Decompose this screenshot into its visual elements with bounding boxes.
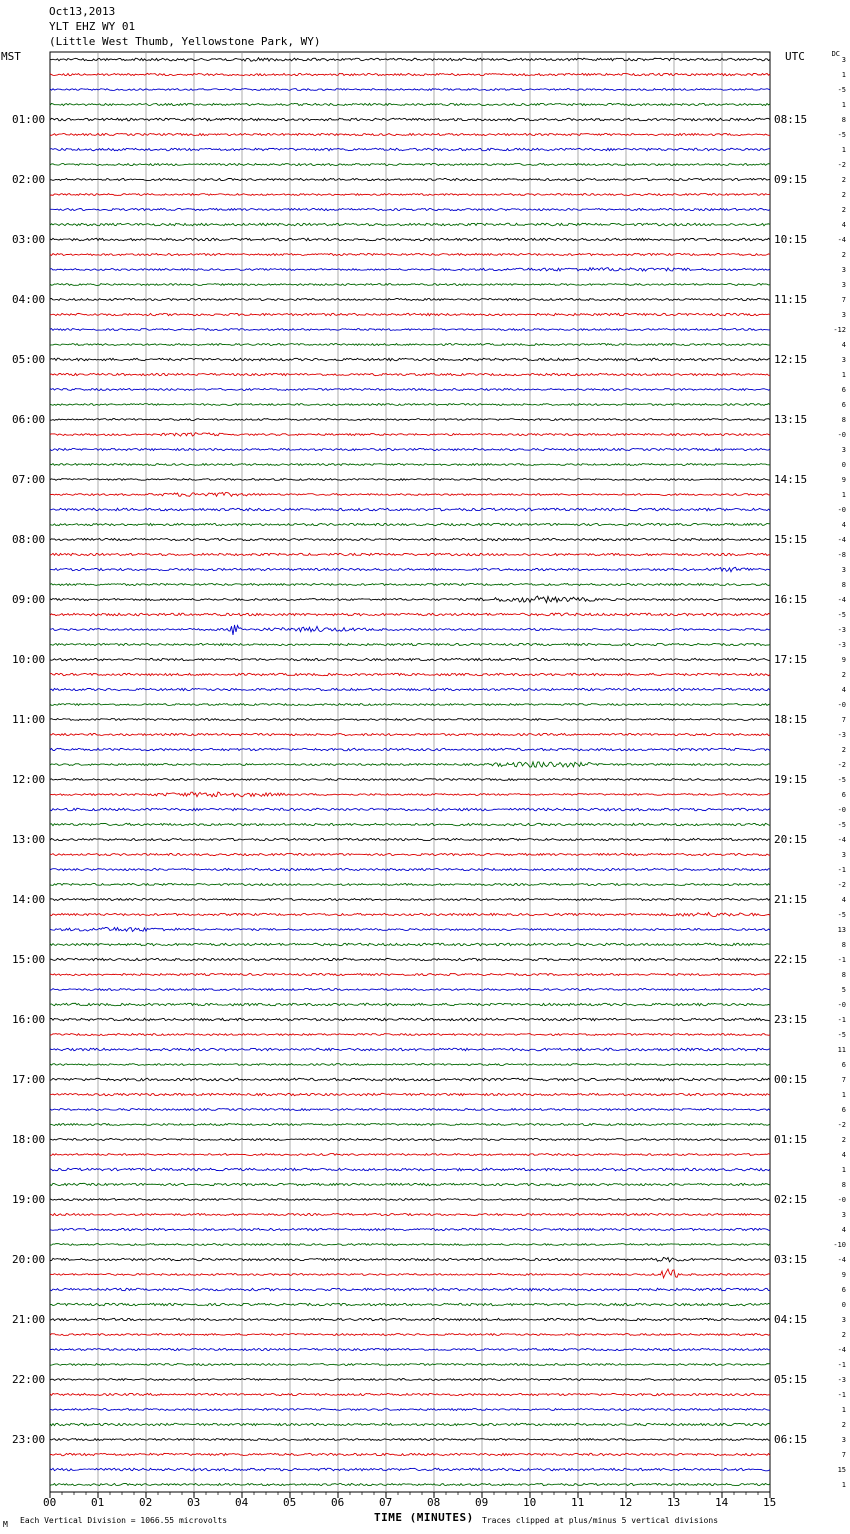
footer-logo-mark: M [3, 1520, 8, 1529]
left-hour-label: 03:00 [12, 232, 46, 246]
x-tick-label: 13 [667, 1496, 681, 1509]
right-hour-label: 20:15 [774, 832, 808, 846]
trace-line [50, 912, 770, 916]
left-hour-label: 11:00 [12, 712, 46, 726]
x-tick-label: 12 [619, 1496, 633, 1509]
footer-scale-note: Each Vertical Division = 1066.55 microvolts [20, 1516, 228, 1525]
trace-line [50, 927, 770, 931]
dc-offset-label: -1 [837, 1015, 846, 1024]
right-hour-label: 23:15 [774, 1012, 808, 1026]
trace-line [50, 1168, 770, 1170]
trace-line [50, 479, 770, 481]
dc-offset-label: 4 [841, 685, 846, 694]
trace-line [50, 313, 770, 315]
trace-line [50, 344, 770, 346]
trace-line [50, 673, 770, 675]
dc-offset-label: -5 [837, 820, 846, 829]
trace-line [50, 58, 770, 61]
trace-line [50, 373, 770, 375]
dc-offset-label: -3 [837, 730, 846, 739]
right-hour-label: 21:15 [774, 892, 808, 906]
trace-line [50, 358, 770, 360]
trace-line [50, 1483, 770, 1485]
x-tick-label: 08 [427, 1496, 441, 1509]
dc-offset-label: 8 [841, 115, 846, 124]
trace-line [50, 464, 770, 466]
x-tick-label: 05 [283, 1496, 297, 1509]
dc-offset-label: 7 [841, 715, 846, 724]
trace-line [50, 389, 770, 391]
left-axis-title: MST [1, 50, 21, 63]
dc-offset-label: 1 [841, 490, 846, 499]
trace-line [50, 567, 770, 571]
header-station: YLT EHZ WY 01 [49, 20, 136, 33]
header-location: (Little West Thumb, Yellowstone Park, WY) [49, 35, 321, 48]
dc-offset-label: 1 [841, 1480, 846, 1489]
dc-offset-label: -1 [837, 865, 846, 874]
left-hour-label: 16:00 [12, 1012, 46, 1026]
x-tick-label: 01 [91, 1496, 105, 1509]
trace-line [50, 448, 770, 450]
trace-line [50, 1334, 770, 1336]
trace-line [50, 643, 770, 645]
trace-line [50, 1257, 770, 1261]
dc-offset-label: 9 [841, 475, 846, 484]
trace-line [50, 1393, 770, 1395]
trace-line [50, 762, 770, 767]
right-hour-label: 02:15 [774, 1192, 808, 1206]
footer-clip-note: Traces clipped at plus/minus 5 vertical divisions [482, 1516, 719, 1525]
dc-offset-label: -0 [837, 700, 846, 709]
dc-offset-label: 8 [841, 415, 846, 424]
dc-offset-label: 3 [841, 310, 846, 319]
dc-offset-label: -3 [837, 1375, 846, 1384]
x-tick-label: 03 [187, 1496, 201, 1509]
trace-line [50, 1379, 770, 1381]
trace-line [50, 1093, 770, 1095]
dc-offset-label: 1 [841, 1090, 846, 1099]
left-hour-label: 21:00 [12, 1312, 46, 1326]
left-hour-label: 12:00 [12, 772, 46, 786]
x-tick-label: 02 [139, 1496, 153, 1509]
dc-offset-label: 3 [841, 280, 846, 289]
dc-offset-label: -3 [837, 625, 846, 634]
dc-offset-label: 4 [841, 895, 846, 904]
dc-offset-label: 9 [841, 1270, 846, 1279]
trace-line [50, 1003, 770, 1005]
dc-offset-label: 6 [841, 1105, 846, 1114]
trace-line [50, 733, 770, 735]
dc-offset-label: 3 [841, 850, 846, 859]
right-hour-label: 12:15 [774, 352, 808, 366]
trace-line [50, 792, 770, 797]
x-tick-label: 00 [43, 1496, 57, 1509]
trace-line [50, 1078, 770, 1081]
trace-line [50, 779, 770, 781]
trace-line [50, 1364, 770, 1366]
dc-offset-label: -2 [837, 760, 846, 769]
dc-offset-label: 4 [841, 340, 846, 349]
trace-line [50, 1318, 770, 1320]
dc-offset-label: -10 [833, 1240, 846, 1249]
left-hour-label: 07:00 [12, 472, 46, 486]
trace-line [50, 89, 770, 91]
trace-line [50, 613, 770, 616]
dc-offset-label: 3 [841, 265, 846, 274]
dc-offset-label: 7 [841, 1075, 846, 1084]
trace-line [50, 1453, 770, 1455]
right-hour-label: 16:15 [774, 592, 808, 606]
dc-offset-label: 1 [841, 145, 846, 154]
left-hour-label: 05:00 [12, 352, 46, 366]
left-hour-label: 14:00 [12, 892, 46, 906]
dc-offset-label: 3 [841, 1210, 846, 1219]
right-hour-label: 13:15 [774, 412, 808, 426]
trace-line [50, 103, 770, 105]
trace-line [50, 808, 770, 811]
dc-offset-label: 6 [841, 1060, 846, 1069]
trace-line [50, 508, 770, 511]
dc-offset-label: 15 [837, 1465, 846, 1474]
left-hour-label: 17:00 [12, 1072, 46, 1086]
dc-offset-label: 4 [841, 1150, 846, 1159]
trace-line [50, 419, 770, 421]
dc-offset-label: 4 [841, 220, 846, 229]
dc-offset-label: 6 [841, 790, 846, 799]
dc-offset-label: -5 [837, 130, 846, 139]
trace-line [50, 1139, 770, 1141]
left-hour-label: 01:00 [12, 112, 46, 126]
dc-offset-label: 3 [841, 55, 846, 64]
dc-offset-label: -2 [837, 1120, 846, 1129]
trace-line [50, 868, 770, 870]
dc-offset-label: 2 [841, 205, 846, 214]
trace-line [50, 719, 770, 721]
dc-offset-label: 4 [841, 1225, 846, 1234]
trace-line [50, 823, 770, 825]
dc-offset-label: 3 [841, 355, 846, 364]
right-hour-label: 14:15 [774, 472, 808, 486]
right-axis-title: UTC [785, 50, 805, 63]
trace-line [50, 1109, 770, 1111]
left-hour-label: 23:00 [12, 1432, 46, 1446]
dc-offset-label: -8 [837, 550, 846, 559]
trace-line [50, 1034, 770, 1036]
dc-offset-label: 8 [841, 1180, 846, 1189]
dc-offset-label: 7 [841, 295, 846, 304]
trace-line [50, 973, 770, 975]
dc-offset-label: 8 [841, 940, 846, 949]
dc-offset-label: 6 [841, 400, 846, 409]
trace-line [50, 133, 770, 135]
trace-line [50, 853, 770, 855]
trace-line [50, 898, 770, 900]
trace-line [50, 943, 770, 946]
trace-line [50, 223, 770, 226]
right-hour-label: 08:15 [774, 112, 808, 126]
trace-line [50, 284, 770, 286]
trace-line [50, 1468, 770, 1471]
trace-line [50, 596, 770, 603]
dc-offset-label: 1 [841, 1405, 846, 1414]
dc-offset-label: -12 [833, 325, 846, 334]
left-hour-label: 08:00 [12, 532, 46, 546]
trace-line [50, 748, 770, 750]
dc-offset-label: -1 [837, 955, 846, 964]
trace-line [50, 1303, 770, 1305]
dc-offset-label: -5 [837, 910, 846, 919]
trace-line [50, 958, 770, 960]
trace-line [50, 1154, 770, 1156]
right-hour-label: 00:15 [774, 1072, 808, 1086]
x-tick-label: 10 [523, 1496, 537, 1509]
right-hour-label: 04:15 [774, 1312, 808, 1326]
trace-line [50, 329, 770, 331]
trace-line [50, 208, 770, 210]
left-hour-label: 22:00 [12, 1372, 46, 1386]
x-tick-label: 06 [331, 1496, 345, 1509]
dc-offset-label: -4 [837, 595, 846, 604]
dc-header: DC [831, 50, 840, 58]
trace-line [50, 118, 770, 121]
right-hour-label: 05:15 [774, 1372, 808, 1386]
right-hour-label: 18:15 [774, 712, 808, 726]
dc-offset-label: -0 [837, 1195, 846, 1204]
dc-offset-label: 11 [837, 1045, 846, 1054]
trace-line [50, 838, 770, 840]
trace-line [50, 625, 770, 635]
right-hour-label: 10:15 [774, 232, 808, 246]
dc-offset-label: 1 [841, 100, 846, 109]
right-hour-label: 06:15 [774, 1432, 808, 1446]
x-tick-label: 15 [763, 1496, 777, 1509]
trace-line [50, 238, 770, 240]
dc-offset-label: -2 [837, 880, 846, 889]
dc-offset-label: 2 [841, 1330, 846, 1339]
trace-line [50, 1213, 770, 1215]
dc-offset-label: 3 [841, 565, 846, 574]
dc-offset-label: 0 [841, 460, 846, 469]
dc-offset-label: 2 [841, 1135, 846, 1144]
right-hour-label: 15:15 [774, 532, 808, 546]
left-hour-label: 20:00 [12, 1252, 46, 1266]
trace-line [50, 298, 770, 300]
trace-line [50, 1123, 770, 1125]
x-tick-label: 07 [379, 1496, 393, 1509]
dc-offset-label: 7 [841, 1450, 846, 1459]
dc-offset-label: -0 [837, 1000, 846, 1009]
trace-line [50, 1269, 770, 1278]
dc-offset-label: 2 [841, 175, 846, 184]
left-hour-label: 02:00 [12, 172, 46, 186]
trace-line [50, 163, 770, 165]
trace-line [50, 583, 770, 585]
dc-offset-label: -3 [837, 640, 846, 649]
dc-offset-label: 3 [841, 1435, 846, 1444]
dc-offset-label: -5 [837, 610, 846, 619]
dc-offset-label: 1 [841, 70, 846, 79]
trace-line [50, 433, 770, 436]
trace-line [50, 493, 770, 497]
left-hour-label: 06:00 [12, 412, 46, 426]
trace-line [50, 1348, 770, 1350]
dc-offset-label: 6 [841, 385, 846, 394]
trace-line [50, 658, 770, 660]
left-hour-label: 10:00 [12, 652, 46, 666]
trace-line [50, 553, 770, 555]
trace-line [50, 253, 770, 255]
trace-line [50, 1064, 770, 1066]
trace-line [50, 1409, 770, 1411]
trace-line [50, 883, 770, 885]
right-hour-label: 19:15 [774, 772, 808, 786]
x-tick-label: 09 [475, 1496, 489, 1509]
trace-line [50, 1183, 770, 1185]
trace-line [50, 704, 770, 706]
dc-offset-label: -5 [837, 85, 846, 94]
x-tick-label: 14 [715, 1496, 729, 1509]
dc-offset-label: 2 [841, 745, 846, 754]
dc-offset-label: -4 [837, 1345, 846, 1354]
dc-offset-label: 0 [841, 1300, 846, 1309]
right-hour-label: 09:15 [774, 172, 808, 186]
trace-line [50, 178, 770, 180]
dc-offset-label: -4 [837, 1255, 846, 1264]
trace-line [50, 194, 770, 196]
trace-line [50, 1244, 770, 1246]
right-hour-label: 01:15 [774, 1132, 808, 1146]
x-axis-title: TIME (MINUTES) [374, 1511, 474, 1524]
x-tick-label: 11 [571, 1496, 585, 1509]
right-hour-label: 17:15 [774, 652, 808, 666]
trace-line [50, 1288, 770, 1291]
left-hour-label: 13:00 [12, 832, 46, 846]
trace-line [50, 538, 770, 540]
dc-offset-label: -1 [837, 1360, 846, 1369]
trace-line [50, 1439, 770, 1441]
trace-line [50, 1228, 770, 1230]
dc-offset-label: 8 [841, 580, 846, 589]
trace-line [50, 1048, 770, 1051]
dc-offset-label: 9 [841, 655, 846, 664]
header-date: Oct13,2013 [49, 5, 116, 18]
right-hour-label: 11:15 [774, 292, 808, 306]
trace-line [50, 523, 770, 525]
left-hour-label: 18:00 [12, 1132, 46, 1146]
trace-line [50, 1199, 770, 1201]
right-hour-label: 22:15 [774, 952, 808, 966]
dc-offset-label: -4 [837, 235, 846, 244]
dc-offset-label: -5 [837, 775, 846, 784]
right-hour-label: 03:15 [774, 1252, 808, 1266]
dc-offset-label: -5 [837, 1030, 846, 1039]
dc-offset-label: -1 [837, 1390, 846, 1399]
dc-offset-label: -0 [837, 430, 846, 439]
dc-offset-label: -4 [837, 835, 846, 844]
dc-offset-label: -2 [837, 160, 846, 169]
dc-offset-label: 2 [841, 250, 846, 259]
dc-offset-label: 1 [841, 370, 846, 379]
trace-line [50, 1018, 770, 1020]
left-hour-label: 15:00 [12, 952, 46, 966]
dc-offset-label: -0 [837, 805, 846, 814]
trace-line [50, 73, 770, 75]
dc-offset-label: 5 [841, 985, 846, 994]
dc-offset-label: -0 [837, 505, 846, 514]
trace-line [50, 404, 770, 406]
dc-offset-label: 2 [841, 670, 846, 679]
left-hour-label: 19:00 [12, 1192, 46, 1206]
trace-line [50, 268, 770, 271]
dc-offset-label: 4 [841, 520, 846, 529]
trace-line [50, 148, 770, 150]
left-hour-label: 04:00 [12, 292, 46, 306]
dc-offset-label: 8 [841, 970, 846, 979]
dc-offset-label: -4 [837, 535, 846, 544]
dc-offset-label: 6 [841, 1285, 846, 1294]
left-hour-label: 09:00 [12, 592, 46, 606]
dc-offset-label: 13 [837, 925, 846, 934]
dc-offset-label: 2 [841, 1420, 846, 1429]
trace-line [50, 688, 770, 690]
dc-offset-label: 3 [841, 1315, 846, 1324]
trace-line [50, 989, 770, 991]
dc-offset-label: 3 [841, 445, 846, 454]
dc-offset-label: 2 [841, 190, 846, 199]
dc-offset-label: 1 [841, 1165, 846, 1174]
x-tick-label: 04 [235, 1496, 249, 1509]
trace-line [50, 1423, 770, 1425]
